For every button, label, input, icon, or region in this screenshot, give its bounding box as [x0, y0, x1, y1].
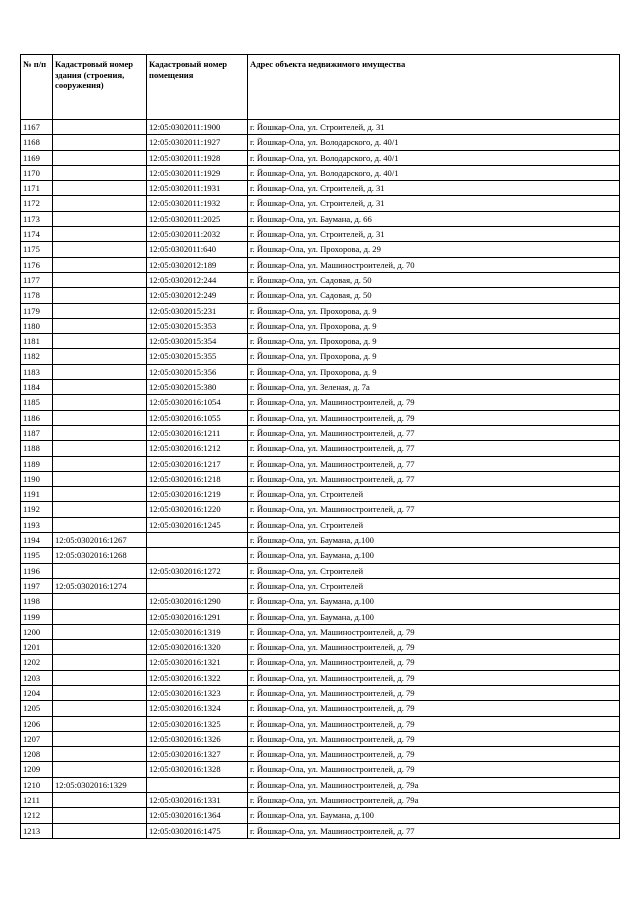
row-index: 1189: [21, 456, 53, 471]
table-row: [21, 594, 620, 609]
row-index: 1202: [21, 655, 53, 670]
building-cadastral-number: [53, 670, 147, 685]
property-address: г. Йошкар-Ола, ул. Баумана, д.100: [248, 594, 620, 609]
premises-cadastral-number: 12:05:0302016:1320: [147, 640, 248, 655]
cadastral-table: [20, 54, 620, 839]
table-row: [21, 777, 620, 792]
property-address: г. Йошкар-Ола, ул. Строителей: [248, 487, 620, 502]
table-row: [21, 640, 620, 655]
property-address: г. Йошкар-Ола, ул. Машиностроителей, д. 79: [248, 624, 620, 639]
row-index: 1176: [21, 257, 53, 272]
property-address: г. Йошкар-Ола, ул. Машиностроителей, д. 79: [248, 716, 620, 731]
building-cadastral-number: [53, 441, 147, 456]
property-address: г. Йошкар-Ола, ул. Машиностроителей, д. 79: [248, 410, 620, 425]
premises-cadastral-number: 12:05:0302016:1331: [147, 793, 248, 808]
premises-cadastral-number: 12:05:0302016:1322: [147, 670, 248, 685]
building-cadastral-number: [53, 150, 147, 165]
building-cadastral-number: [53, 517, 147, 532]
building-cadastral-number: [53, 196, 147, 211]
property-address: г. Йошкар-Ола, ул. Прохорова, д. 29: [248, 242, 620, 257]
table-row: [21, 288, 620, 303]
property-address: г. Йошкар-Ола, ул. Строителей, д. 31: [248, 196, 620, 211]
table-row: [21, 762, 620, 777]
table-row: [21, 793, 620, 808]
building-cadastral-number: [53, 303, 147, 318]
premises-cadastral-number: [147, 777, 248, 792]
header-building-number: Кадастровый номер здания (строения, сооружения): [53, 55, 147, 120]
property-address: г. Йошкар-Ола, ул. Машиностроителей, д. 77: [248, 425, 620, 440]
property-address: г. Йошкар-Ола, ул. Володарского, д. 40/1: [248, 150, 620, 165]
table-row: [21, 380, 620, 395]
premises-cadastral-number: 12:05:0302016:1290: [147, 594, 248, 609]
building-cadastral-number: [53, 242, 147, 257]
row-index: 1180: [21, 318, 53, 333]
premises-cadastral-number: 12:05:0302016:1054: [147, 395, 248, 410]
building-cadastral-number: [53, 211, 147, 226]
building-cadastral-number: [53, 349, 147, 364]
row-index: 1200: [21, 624, 53, 639]
building-cadastral-number: [53, 685, 147, 700]
row-index: 1187: [21, 425, 53, 440]
building-cadastral-number: [53, 135, 147, 150]
table-row: [21, 272, 620, 287]
premises-cadastral-number: 12:05:0302011:1931: [147, 181, 248, 196]
table-row: [21, 502, 620, 517]
table-row: [21, 425, 620, 440]
premises-cadastral-number: 12:05:0302016:1321: [147, 655, 248, 670]
premises-cadastral-number: 12:05:0302015:231: [147, 303, 248, 318]
row-index: 1179: [21, 303, 53, 318]
premises-cadastral-number: 12:05:0302016:1218: [147, 471, 248, 486]
row-index: 1178: [21, 288, 53, 303]
table-row: [21, 517, 620, 532]
building-cadastral-number: [53, 731, 147, 746]
building-cadastral-number: [53, 334, 147, 349]
premises-cadastral-number: [147, 578, 248, 593]
building-cadastral-number: [53, 425, 147, 440]
premises-cadastral-number: 12:05:0302015:354: [147, 334, 248, 349]
table-row: [21, 410, 620, 425]
row-index: 1211: [21, 793, 53, 808]
building-cadastral-number: [53, 181, 147, 196]
premises-cadastral-number: 12:05:0302011:1928: [147, 150, 248, 165]
table-row: [21, 441, 620, 456]
property-address: г. Йошкар-Ола, ул. Строителей: [248, 517, 620, 532]
property-address: г. Йошкар-Ола, ул. Строителей: [248, 563, 620, 578]
row-index: 1192: [21, 502, 53, 517]
building-cadastral-number: [53, 165, 147, 180]
table-row: [21, 211, 620, 226]
premises-cadastral-number: 12:05:0302011:2032: [147, 227, 248, 242]
table-row: [21, 181, 620, 196]
row-index: 1185: [21, 395, 53, 410]
row-index: 1181: [21, 334, 53, 349]
table-row: [21, 227, 620, 242]
table-row: [21, 685, 620, 700]
table-row: [21, 120, 620, 135]
table-header-row: [21, 55, 620, 120]
property-address: г. Йошкар-Ола, ул. Прохорова, д. 9: [248, 334, 620, 349]
building-cadastral-number: [53, 793, 147, 808]
row-index: 1186: [21, 410, 53, 425]
table-row: [21, 731, 620, 746]
building-cadastral-number: 12:05:0302016:1268: [53, 548, 147, 563]
premises-cadastral-number: 12:05:0302012:189: [147, 257, 248, 272]
table-row: [21, 471, 620, 486]
table-row: [21, 150, 620, 165]
property-address: г. Йошкар-Ола, ул. Прохорова, д. 9: [248, 318, 620, 333]
building-cadastral-number: [53, 288, 147, 303]
building-cadastral-number: [53, 609, 147, 624]
row-index: 1191: [21, 487, 53, 502]
row-index: 1173: [21, 211, 53, 226]
row-index: 1194: [21, 533, 53, 548]
building-cadastral-number: 12:05:0302016:1329: [53, 777, 147, 792]
row-index: 1199: [21, 609, 53, 624]
building-cadastral-number: [53, 624, 147, 639]
premises-cadastral-number: 12:05:0302015:353: [147, 318, 248, 333]
table-row: [21, 701, 620, 716]
premises-cadastral-number: 12:05:0302015:380: [147, 380, 248, 395]
property-address: г. Йошкар-Ола, ул. Баумана, д.100: [248, 548, 620, 563]
building-cadastral-number: [53, 655, 147, 670]
premises-cadastral-number: 12:05:0302011:1900: [147, 120, 248, 135]
premises-cadastral-number: 12:05:0302016:1326: [147, 731, 248, 746]
premises-cadastral-number: 12:05:0302016:1323: [147, 685, 248, 700]
building-cadastral-number: [53, 747, 147, 762]
property-address: г. Йошкар-Ола, ул. Машиностроителей, д. 77: [248, 456, 620, 471]
building-cadastral-number: [53, 808, 147, 823]
row-index: 1213: [21, 823, 53, 838]
property-address: г. Йошкар-Ола, ул. Машиностроителей, д. 79: [248, 762, 620, 777]
premises-cadastral-number: 12:05:0302016:1212: [147, 441, 248, 456]
table-row: [21, 456, 620, 471]
table-row: [21, 655, 620, 670]
building-cadastral-number: [53, 502, 147, 517]
building-cadastral-number: [53, 640, 147, 655]
premises-cadastral-number: 12:05:0302011:640: [147, 242, 248, 257]
building-cadastral-number: [53, 563, 147, 578]
premises-cadastral-number: 12:05:0302011:1929: [147, 165, 248, 180]
row-index: 1172: [21, 196, 53, 211]
premises-cadastral-number: 12:05:0302016:1475: [147, 823, 248, 838]
row-index: 1170: [21, 165, 53, 180]
building-cadastral-number: [53, 716, 147, 731]
property-address: г. Йошкар-Ола, ул. Баумана, д.100: [248, 609, 620, 624]
premises-cadastral-number: 12:05:0302016:1245: [147, 517, 248, 532]
table-row: [21, 303, 620, 318]
table-row: [21, 823, 620, 838]
table-row: [21, 395, 620, 410]
premises-cadastral-number: 12:05:0302015:355: [147, 349, 248, 364]
property-address: г. Йошкар-Ола, ул. Машиностроителей, д. 79: [248, 395, 620, 410]
row-index: 1208: [21, 747, 53, 762]
property-address: г. Йошкар-Ола, ул. Машиностроителей, д. 79: [248, 685, 620, 700]
table-row: [21, 318, 620, 333]
building-cadastral-number: [53, 257, 147, 272]
row-index: 1197: [21, 578, 53, 593]
building-cadastral-number: [53, 762, 147, 777]
property-address: г. Йошкар-Ола, ул. Машиностроителей, д. 79а: [248, 793, 620, 808]
premises-cadastral-number: 12:05:0302016:1217: [147, 456, 248, 471]
premises-cadastral-number: 12:05:0302011:2025: [147, 211, 248, 226]
row-index: 1183: [21, 364, 53, 379]
table-row: [21, 487, 620, 502]
table-row: [21, 165, 620, 180]
property-address: г. Йошкар-Ола, ул. Баумана, д.100: [248, 808, 620, 823]
row-index: 1196: [21, 563, 53, 578]
building-cadastral-number: [53, 227, 147, 242]
building-cadastral-number: [53, 471, 147, 486]
property-address: г. Йошкар-Ола, ул. Строителей, д. 31: [248, 181, 620, 196]
building-cadastral-number: [53, 380, 147, 395]
premises-cadastral-number: 12:05:0302016:1364: [147, 808, 248, 823]
premises-cadastral-number: 12:05:0302016:1325: [147, 716, 248, 731]
premises-cadastral-number: 12:05:0302012:249: [147, 288, 248, 303]
property-address: г. Йошкар-Ола, ул. Машиностроителей, д. 79а: [248, 777, 620, 792]
property-address: г. Йошкар-Ола, ул. Строителей, д. 31: [248, 227, 620, 242]
property-address: г. Йошкар-Ола, ул. Прохорова, д. 9: [248, 364, 620, 379]
premises-cadastral-number: 12:05:0302011:1927: [147, 135, 248, 150]
premises-cadastral-number: 12:05:0302016:1319: [147, 624, 248, 639]
building-cadastral-number: [53, 395, 147, 410]
property-address: г. Йошкар-Ола, ул. Прохорова, д. 9: [248, 349, 620, 364]
premises-cadastral-number: 12:05:0302016:1220: [147, 502, 248, 517]
header-address: Адрес объекта недвижимого имущества: [248, 55, 620, 120]
property-address: г. Йошкар-Ола, ул. Машиностроителей, д. 79: [248, 655, 620, 670]
property-address: г. Йошкар-Ола, ул. Машиностроителей, д. 79: [248, 640, 620, 655]
property-address: г. Йошкар-Ола, ул. Строителей: [248, 578, 620, 593]
table-row: [21, 533, 620, 548]
building-cadastral-number: [53, 456, 147, 471]
building-cadastral-number: [53, 364, 147, 379]
property-address: г. Йошкар-Ола, ул. Володарского, д. 40/1: [248, 135, 620, 150]
table-row: [21, 334, 620, 349]
row-index: 1169: [21, 150, 53, 165]
table-row: [21, 257, 620, 272]
building-cadastral-number: 12:05:0302016:1274: [53, 578, 147, 593]
row-index: 1184: [21, 380, 53, 395]
property-address: г. Йошкар-Ола, ул. Машиностроителей, д. 77: [248, 471, 620, 486]
premises-cadastral-number: 12:05:0302011:1932: [147, 196, 248, 211]
property-address: г. Йошкар-Ола, ул. Садовая, д. 50: [248, 288, 620, 303]
table-row: [21, 747, 620, 762]
property-address: г. Йошкар-Ола, ул. Баумана, д.100: [248, 533, 620, 548]
row-index: 1198: [21, 594, 53, 609]
row-index: 1209: [21, 762, 53, 777]
header-premises-number: Кадастровый номер помещения: [147, 55, 248, 120]
premises-cadastral-number: 12:05:0302016:1324: [147, 701, 248, 716]
building-cadastral-number: [53, 701, 147, 716]
row-index: 1177: [21, 272, 53, 287]
table-row: [21, 624, 620, 639]
row-index: 1207: [21, 731, 53, 746]
building-cadastral-number: [53, 318, 147, 333]
premises-cadastral-number: 12:05:0302016:1219: [147, 487, 248, 502]
table-body: [21, 120, 620, 839]
property-address: г. Йошкар-Ола, ул. Зеленая, д. 7а: [248, 380, 620, 395]
building-cadastral-number: [53, 272, 147, 287]
building-cadastral-number: [53, 594, 147, 609]
premises-cadastral-number: 12:05:0302016:1055: [147, 410, 248, 425]
property-address: г. Йошкар-Ола, ул. Машиностроителей, д. 77: [248, 823, 620, 838]
building-cadastral-number: [53, 120, 147, 135]
premises-cadastral-number: 12:05:0302016:1327: [147, 747, 248, 762]
row-index: 1175: [21, 242, 53, 257]
row-index: 1203: [21, 670, 53, 685]
table-row: [21, 196, 620, 211]
row-index: 1210: [21, 777, 53, 792]
property-address: г. Йошкар-Ола, ул. Машиностроителей, д. 79: [248, 747, 620, 762]
premises-cadastral-number: [147, 548, 248, 563]
row-index: 1204: [21, 685, 53, 700]
table-row: [21, 135, 620, 150]
premises-cadastral-number: 12:05:0302015:356: [147, 364, 248, 379]
property-address: г. Йошкар-Ола, ул. Машиностроителей, д. 79: [248, 701, 620, 716]
building-cadastral-number: [53, 823, 147, 838]
row-index: 1168: [21, 135, 53, 150]
property-address: г. Йошкар-Ола, ул. Машиностроителей, д. 79: [248, 731, 620, 746]
row-index: 1174: [21, 227, 53, 242]
property-address: г. Йошкар-Ола, ул. Машиностроителей, д. 70: [248, 257, 620, 272]
row-index: 1193: [21, 517, 53, 532]
table-row: [21, 808, 620, 823]
row-index: 1171: [21, 181, 53, 196]
table-row: [21, 716, 620, 731]
property-address: г. Йошкар-Ола, ул. Машиностроителей, д. 79: [248, 670, 620, 685]
property-address: г. Йошкар-Ола, ул. Строителей, д. 31: [248, 120, 620, 135]
header-index: № п/п: [21, 55, 53, 120]
premises-cadastral-number: 12:05:0302016:1328: [147, 762, 248, 777]
row-index: 1212: [21, 808, 53, 823]
building-cadastral-number: [53, 410, 147, 425]
property-address: г. Йошкар-Ола, ул. Баумана, д. 66: [248, 211, 620, 226]
property-address: г. Йошкар-Ола, ул. Прохорова, д. 9: [248, 303, 620, 318]
table-row: [21, 563, 620, 578]
premises-cadastral-number: [147, 533, 248, 548]
table-row: [21, 349, 620, 364]
property-address: г. Йошкар-Ола, ул. Машиностроителей, д. 77: [248, 502, 620, 517]
table-row: [21, 242, 620, 257]
property-address: г. Йошкар-Ола, ул. Володарского, д. 40/1: [248, 165, 620, 180]
row-index: 1205: [21, 701, 53, 716]
premises-cadastral-number: 12:05:0302016:1211: [147, 425, 248, 440]
table-row: [21, 548, 620, 563]
premises-cadastral-number: 12:05:0302012:244: [147, 272, 248, 287]
table-row: [21, 364, 620, 379]
table-row: [21, 609, 620, 624]
row-index: 1182: [21, 349, 53, 364]
row-index: 1188: [21, 441, 53, 456]
premises-cadastral-number: 12:05:0302016:1291: [147, 609, 248, 624]
row-index: 1167: [21, 120, 53, 135]
row-index: 1190: [21, 471, 53, 486]
table-row: [21, 578, 620, 593]
property-address: г. Йошкар-Ола, ул. Машиностроителей, д. 77: [248, 441, 620, 456]
building-cadastral-number: [53, 487, 147, 502]
property-address: г. Йошкар-Ола, ул. Садовая, д. 50: [248, 272, 620, 287]
table-row: [21, 670, 620, 685]
building-cadastral-number: 12:05:0302016:1267: [53, 533, 147, 548]
row-index: 1195: [21, 548, 53, 563]
premises-cadastral-number: 12:05:0302016:1272: [147, 563, 248, 578]
row-index: 1206: [21, 716, 53, 731]
row-index: 1201: [21, 640, 53, 655]
